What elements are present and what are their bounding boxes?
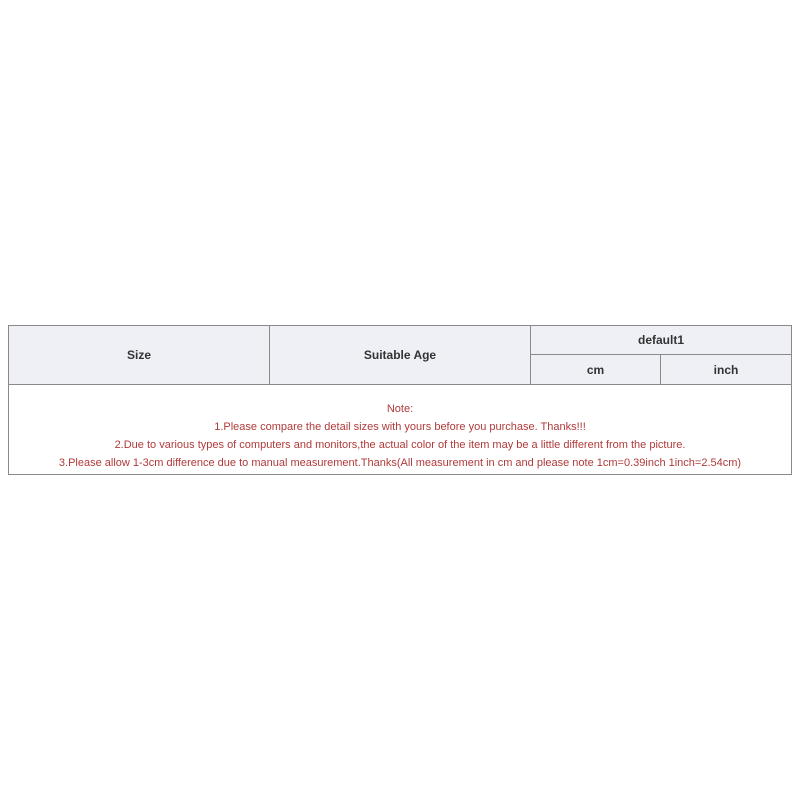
note-line-1: 1.Please compare the detail sizes with yours before you purchase. Thanks!!!	[214, 421, 586, 433]
header-size: Size	[9, 326, 270, 384]
header-suitable-age: Suitable Age	[270, 326, 531, 384]
notes-block	[9, 400, 791, 472]
note-line-3: 3.Please allow 1-3cm difference due to manual measurement.Thanks(All measurement in cm and please note 1cm=0.39inch 1inch=2.54cm)	[58, 457, 742, 469]
size-chart-table	[8, 325, 792, 475]
note-line-2: 2.Due to various types of computers and monitors,the actual color of the item may be a little different from the picture.	[114, 439, 686, 451]
header-inch: inch	[713, 362, 739, 377]
note-title: Note:	[386, 403, 414, 415]
table-header	[9, 326, 791, 385]
header-default1: default1	[531, 326, 791, 355]
header-cm: cm	[531, 355, 661, 384]
